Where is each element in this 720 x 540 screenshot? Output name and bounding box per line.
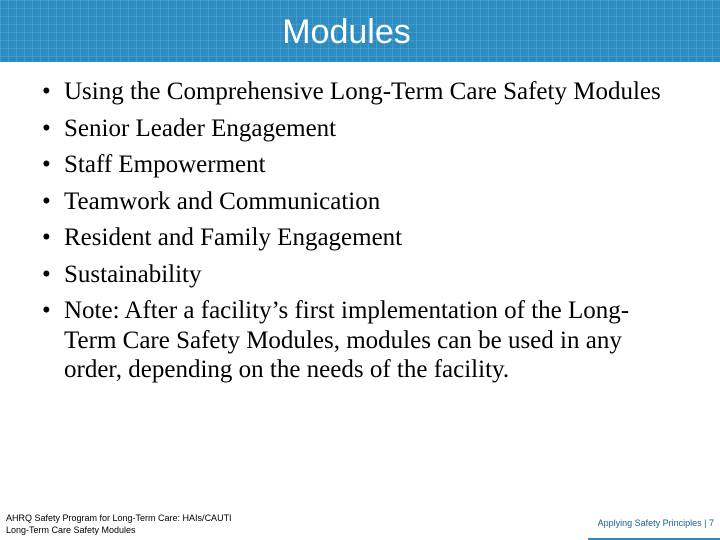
bullet-glyph: • [42, 260, 51, 288]
bullet-text: Teamwork and Communication [64, 187, 381, 215]
bullet-item [42, 296, 662, 385]
footer-program [6, 512, 232, 536]
footer-program-line1: AHRQ Safety Program for Long-Term Care: HAIs/CAUTI [6, 513, 232, 523]
bullet-text: Using the Comprehensive Long-Term Care Safety Modules [64, 78, 661, 105]
bullet-item [42, 187, 662, 217]
bullet-text: Senior Leader Engagement [64, 114, 337, 142]
bullet-glyph: • [42, 114, 51, 142]
bullet-glyph: • [42, 151, 51, 178]
footer-section-page: Applying Safety Principles | 7 [597, 518, 714, 528]
bullet-item [42, 260, 662, 290]
bullet-item [42, 150, 662, 180]
slide-title: Modules [282, 13, 411, 51]
bullet-text: Resident and Family Engagement [64, 224, 403, 251]
bullet-item [42, 77, 662, 107]
bullet-text: Note: After a facility’s first implementation of the Long-Term Care Safety Modules, modules can be used in any order, depending on the needs of the facility. [64, 297, 630, 383]
bullet-glyph: • [42, 187, 51, 215]
bullet-item [42, 223, 662, 253]
bullet-glyph: • [42, 78, 51, 105]
bullet-text: Sustainability [64, 260, 202, 288]
bullet-list [42, 77, 662, 392]
bullet-glyph: • [42, 297, 51, 324]
bullet-glyph: • [42, 224, 51, 251]
bullet-text: Staff Empowerment [64, 151, 266, 178]
header-banner [0, 0, 720, 62]
bullet-item [42, 114, 662, 144]
footer-program-line2: Long-Term Care Safety Modules [6, 525, 136, 535]
